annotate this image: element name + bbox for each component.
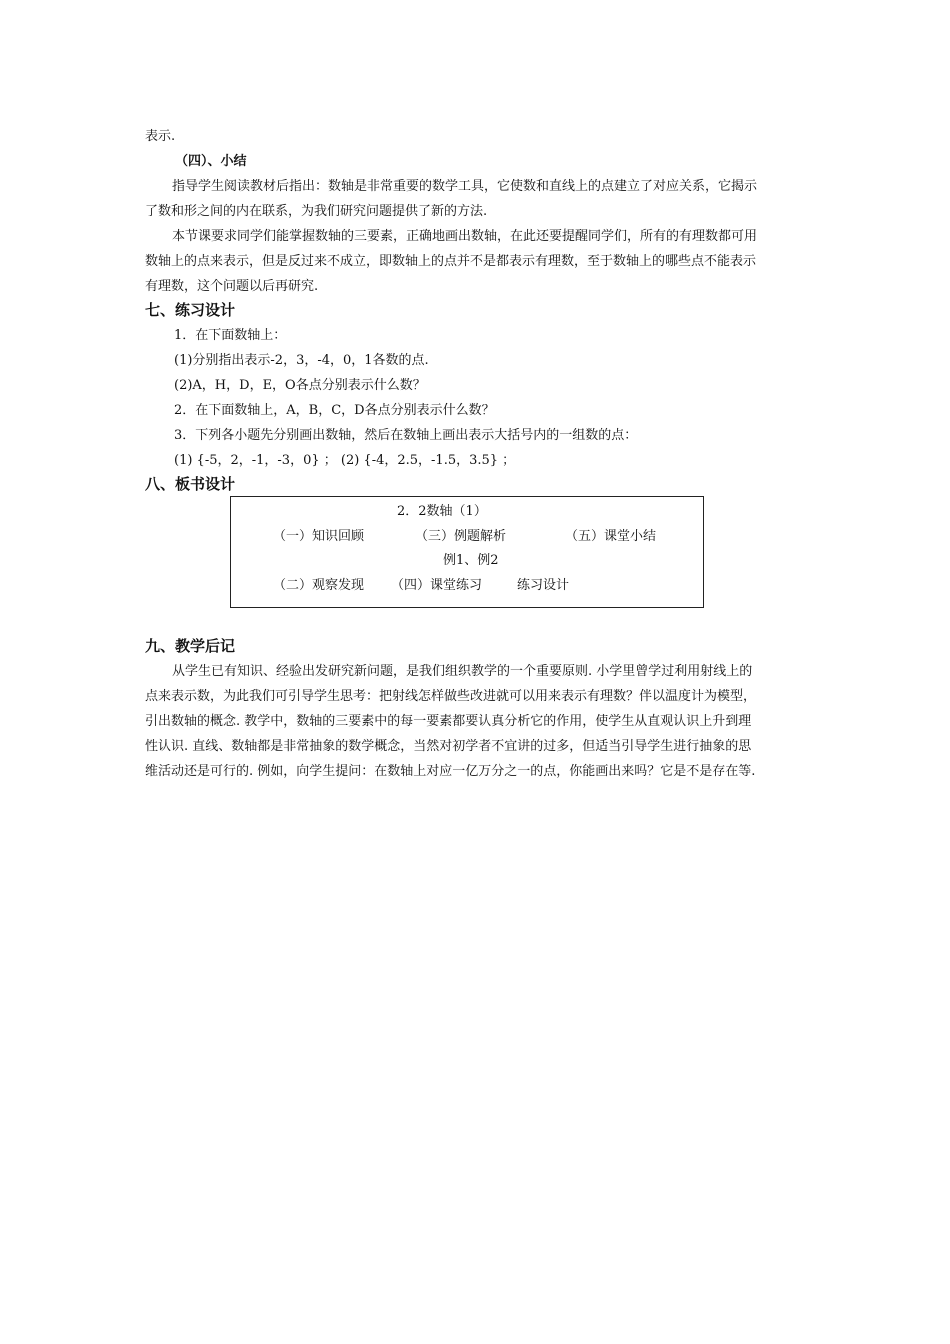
section-7-heading: 七、练习设计 — [145, 301, 236, 319]
continuation-text: 表示. — [145, 129, 176, 144]
board-item-observation: （二）观察发现 — [273, 578, 365, 593]
postscript-line-5: 维活动还是可行的. 例如，向学生提问：在数轴上对应一亿万分之一的点，你能画出来吗？它是不是存在等. — [145, 764, 756, 779]
section-8-heading: 八、板书设计 — [145, 475, 236, 493]
summary-paragraph-2-line-1: 本节课要求同学们能掌握数轴的三要素，正确地画出数轴，在此还要提醒同学们，所有的有理数都可用 — [172, 229, 758, 244]
exercise-1b: (2)A，H，D，E，O各点分别表示什么数？ — [174, 378, 426, 393]
summary-heading: （四）、小结 — [175, 154, 247, 169]
board-item-class-practice: （四）课堂练习 — [391, 578, 483, 593]
summary-paragraph-2-line-3: 有理数，这个问题以后再研究. — [145, 279, 319, 294]
board-item-examples: 例1、例2 — [443, 553, 499, 568]
postscript-line-1: 从学生已有知识、经验出发研究新问题，是我们组织教学的一个重要原则. 小学里曾学过利用射线上的 — [172, 664, 753, 679]
exercise-1a: (1)分别指出表示-2，3，-4，0，1各数的点. — [174, 353, 429, 368]
summary-paragraph-1-line-1: 指导学生阅读教材后指出：数轴是非常重要的数学工具，它使数和直线上的点建立了对应关系，它揭示 — [172, 179, 758, 194]
postscript-line-3: 引出数轴的概念. 教学中，数轴的三要素中的每一要素都要认真分析它的作用，使学生从直观认识上升到理 — [145, 714, 752, 729]
exercise-2: 2．在下面数轴上，A，B，C，D各点分别表示什么数？ — [174, 403, 495, 418]
blackboard-design-box — [230, 496, 704, 608]
exercise-3: 3．下列各小题先分别画出数轴，然后在数轴上画出表示大括号内的一组数的点： — [174, 428, 638, 443]
board-item-class-summary: （五）课堂小结 — [565, 529, 657, 544]
board-item-knowledge-review: （一）知识回顾 — [273, 529, 365, 544]
exercise-3-sets: (1) {-5，2，-1，-3，0} ； (2) {-4，2.5，-1.5，3.5} ； — [174, 453, 516, 468]
exercise-1: 1．在下面数轴上： — [174, 328, 287, 343]
board-title: 2．2数轴（1） — [397, 504, 487, 519]
section-9-heading: 九、教学后记 — [145, 637, 236, 655]
board-item-exercise-design: 练习设计 — [517, 578, 570, 593]
postscript-line-4: 性认识. 直线、数轴都是非常抽象的数学概念，当然对初学者不宜讲的过多，但适当引导学生进行抽象的思 — [145, 739, 752, 754]
board-item-example-analysis: （三）例题解析 — [415, 529, 507, 544]
summary-paragraph-1-line-2: 了数和形之间的内在联系，为我们研究问题提供了新的方法. — [145, 204, 488, 219]
summary-paragraph-2-line-2: 数轴上的点来表示，但是反过来不成立，即数轴上的点并不是都表示有理数，至于数轴上的哪些点不能表示 — [145, 254, 757, 269]
postscript-line-2: 点来表示数，为此我们可引导学生思考：把射线怎样做些改进就可以用来表示有理数？伴以温度计为模型， — [145, 689, 757, 704]
